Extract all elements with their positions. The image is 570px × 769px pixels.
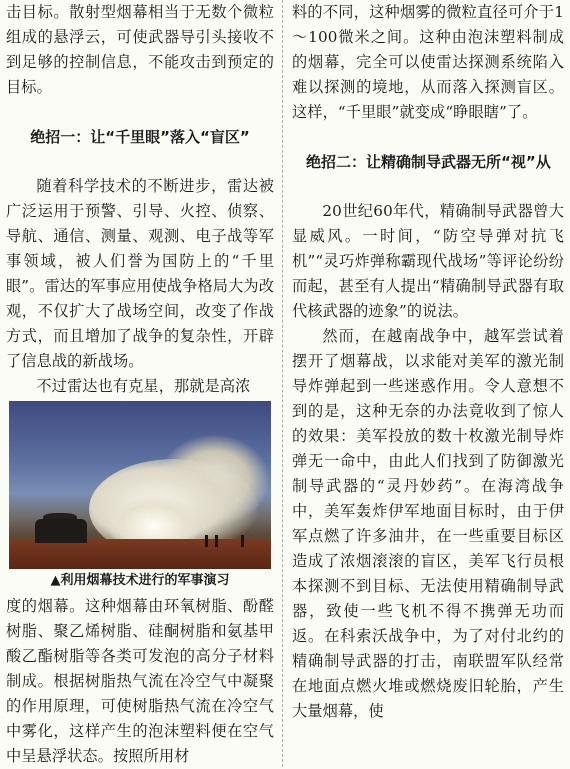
spacer [292,174,564,199]
ground [9,539,271,569]
right-paragraph-3: 然而，在越南战争中，越军尝试着摆开了烟幕战，以求能对美军的激光制导炸弹起到一些迷惑作用。令人意想不到的是，这种无奈的办法竟收到了惊人的效果：美军投放的数十枚激光制导炸弹无一命中，由此人们找到了防御激光制导武器的“灵丹妙药”。在海湾战争中，美军轰炸伊军地面目标时，由于伊军点燃了许多油井，在一些重要目标区造成了浓烟滚滚的盲区，美军飞行员根本探测不到目标、无法使用精确制导武器，致使一些飞机不得不携弹无功而返。在科索沃战争中，为了对付北约的精确制导武器的打击，南联盟军队经常在地面点燃火堆或燃烧废旧轮胎，产生大量烟幕，使 [292,327,564,720]
left-column [6,0,274,769]
section-heading-2: 绝招二：让精确制导武器无所“视”从 [306,153,551,171]
right-column [292,0,564,724]
left-paragraph-1: 击目标。散射型烟幕相当于无数个微粒组成的悬浮云，可使武器导引头接收不到足够的控制信息，不能攻击到预定的目标。 [6,3,274,96]
soldier-figure [241,535,244,547]
soldier-figure [215,535,218,547]
spacer [6,100,274,125]
right-paragraph-2: 20世纪60年代，精确制导武器曾大显威风。一时间，“防空导弹对抗飞机”“灵巧炸弹称霸现代战场”等评论纷纷而起，甚至有人提出“精确制导武器有取代核武器的迹象”的说法。 [292,202,564,320]
photo-caption: ▲利用烟幕技术进行的军事演习 [50,573,230,588]
spacer [292,125,564,150]
bunker [35,519,87,543]
soldier-figure [205,535,208,547]
section-heading-1: 绝招一：让“千里眼”落入“盲区” [30,128,250,146]
left-paragraph-3: 不过雷达也有克星，那就是高浓 [36,377,251,395]
left-paragraph-2: 随着科学技术的不断进步，雷达被广泛运用于预警、引导、火控、侦察、导航、通信、测量、观测、电子战等军事领域，被人们誉为国防上的“千里眼”。雷达的军事应用使战争格局大为改观，不仅扩大了战场空间，改变了作战方式，而且增加了战争的复杂性，开辟了信息战的新战场。 [6,177,274,370]
right-paragraph-1: 料的不同，这种烟雾的微粒直径可介于1～100微米之间。这种由泡沫塑料制成的烟幕，完全可以使雷达探测系统陷入难以探测的境地，从而落入探测盲区。这样，“千里眼”就变成“睁眼瞎”了。 [292,3,564,121]
column-divider [282,0,283,767]
left-paragraph-4: 度的烟幕。这种烟幕由环氧树脂、酚醛树脂、聚乙烯树脂、硅酮树脂和氨基甲酸乙酯树脂等各类可发泡的高分子材料制成。根据树脂热气流在冷空气中凝聚的作用原理，可使树脂热气流在冷空气中雾化，这样产生的泡沫塑料便在空气中呈悬浮状态。按照所用材 [6,597,274,765]
spacer [6,149,274,174]
military-exercise-photo [9,401,271,569]
